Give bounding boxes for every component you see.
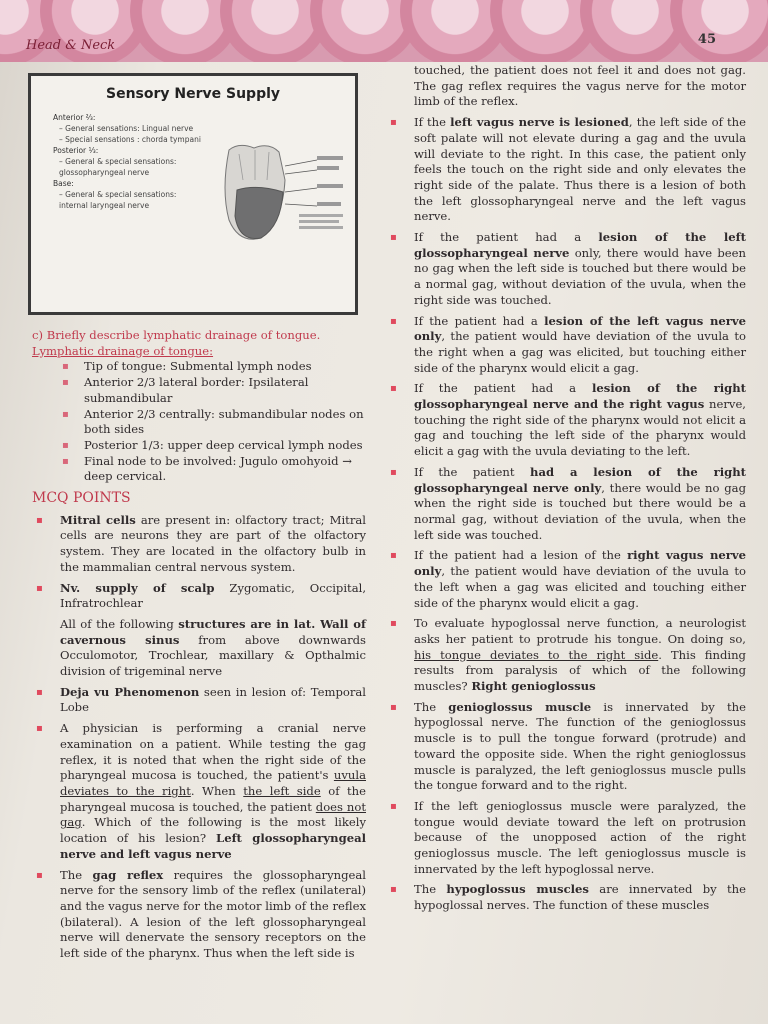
list-item: ▪ Anterior 2/3 lateral border: Ipsilateral submandibular	[84, 375, 366, 406]
tongue-diagram-illustration	[199, 140, 349, 260]
paragraph: All of the following structures are in lat. Wall of cavernous sinus from above downwards Occulomotor, Trochlear, maxillary & Opthalmic division of trigeminal nerve	[60, 616, 366, 679]
list-item: ▪ If the left genioglossus muscle were paralyzed, the tongue would deviate toward the left on protrusion because of the unopposed action of the right genioglossus muscle. The left genioglossus muscle is innervated by the left hypoglossal nerve.	[414, 799, 746, 878]
figure-line: Posterior ⅓:	[53, 146, 99, 155]
list-item: ▪ The gag reflex requires the glossopharyngeal nerve for the sensory limb of the reflex (unilateral) and the vagus nerve for the motor limb of the reflex (bilateral). A lesion of the left glossopharyngeal nerve will denervate the sensory receptors on the left side of the pharynx. Thus when the left side is	[60, 868, 366, 962]
paragraph: touched, the patient does not feel it and does not gag. The gag reflex requires the vagus nerve for the motor limb of the reflex.	[414, 63, 746, 109]
list-item: ▪ If the patient had a lesion of the right vagus nerve only, the patient would have deviation of the uvula to the left when a gag was elicited and touching either side of the pharynx would elicit a gag.	[414, 548, 746, 611]
list-item: ▪ If the patient had a lesion of the left vagus nerve only, the patient would have deviation of the uvula to the right when a gag was elicited, but touching either side of the pharynx would elicit a gag.	[414, 314, 746, 377]
list-item: ▪ The genioglossus muscle is innervated by the hypoglossal nerve. The function of the genioglossus muscle is to pull the tongue forward (protrude) and toward the opposite side. When the right genioglossus muscle is paralyzed, the left genioglossus muscle pulls the tongue forward and to the right.	[414, 700, 746, 794]
list-item: ▪ If the patient had a lesion of the right glossopharyngeal nerve only, there would be no gag when the right side is touched but there would be a normal gag, without deviation of the uvula, when the left side was touched.	[414, 465, 746, 544]
figure-title: Sensory Nerve Supply	[105, 86, 281, 102]
drainage-list	[32, 359, 366, 485]
mcq-list	[32, 513, 366, 612]
figure-line: – Special sensations : chorda tympani	[59, 135, 201, 144]
decorative-header-band	[0, 0, 768, 62]
figure-line: Base:	[53, 179, 74, 188]
figure-line: Anterior ⅔:	[53, 113, 96, 122]
list-item: ▪ Nv. supply of scalp Zygomatic, Occipital, Infratrochlear	[60, 581, 366, 612]
list-item: ▪ To evaluate hypoglossal nerve function, a neurologist asks her patient to protrude his tongue. On doing so, his tongue deviates to the right side. This finding results from paralysis of which of the following muscles? Right genioglossus	[414, 616, 746, 695]
list-item: ▪ Anterior 2/3 centrally: submandibular nodes on both sides	[84, 407, 366, 438]
sensory-nerve-figure	[28, 73, 358, 315]
list-item: ▪ Posterior 1/3: upper deep cervical lymph nodes	[84, 438, 366, 454]
list-item: ▪ Mitral cells are present in: olfactory tract; Mitral cells are neurons they are part of the olfactory system. They are located in the olfactory bulb in the mammalian central nervous system.	[60, 513, 366, 576]
left-column	[32, 328, 366, 967]
page-number: 45	[697, 32, 716, 47]
list-item: ▪ If the patient had a lesion of the left glossopharyngeal nerve only, there would have been no gag when the left side is touched but there would be a normal gag, without deviation of the uvula, when the right side was touched.	[414, 230, 746, 309]
list-item: ▪ The hypoglossus muscles are innervated by the hypoglossal nerves. The function of these muscles	[414, 882, 746, 913]
figure-line: – General & special sensations: internal laryngeal nerve	[59, 190, 177, 210]
mcq-section-title: MCQ POINTS	[32, 490, 131, 507]
list-item: ▪ Final node to be involved: Jugulo omohyoid → deep cervical.	[84, 454, 366, 485]
figure-line: – General & special sensations: glossopharyngeal nerve	[59, 157, 177, 177]
list-item: ▪ A physician is performing a cranial nerve examination on a patient. While testing the gag reflex, it is noted that when the right side of the pharyngeal mucosa is touched, the patient's uvula deviates to the right. When the left side of the pharyngeal mucosa is touched, the patient does not gag. Which of the following is the most likely location of his lesion? Left glossopharyngeal nerve and left vagus nerve	[60, 721, 366, 862]
list-item: ▪ Tip of tongue: Submental lymph nodes	[84, 359, 366, 375]
question-heading: c) Briefly describe lymphatic drainage of tongue.	[32, 328, 321, 342]
answer-heading: Lymphatic drainage of tongue:	[32, 343, 214, 358]
figure-line: – General sensations: Lingual nerve	[59, 124, 194, 133]
right-column	[386, 63, 746, 919]
explanation-list	[386, 115, 746, 914]
figure-legend-text	[53, 112, 203, 211]
running-head: Head & Neck	[26, 38, 116, 53]
list-item: ▪ Deja vu Phenomenon seen in lesion of: Temporal Lobe	[60, 685, 366, 716]
list-item: ▪ If the patient had a lesion of the right glossopharyngeal nerve and the right vagus nerve, touching the right side of the pharynx would not elicit a gag and touching the left side of the pharynx would elicit a gag with the uvula deviating to the left.	[414, 381, 746, 460]
list-item: ▪ If the left vagus nerve is lesioned, the left side of the soft palate will not elevate during a gag and the uvula will deviate to the right. In this case, the patient only feels the touch on the right side and only elevates the right side of the palate. Thus there is a lesion of both the left glossopharyngeal nerve and the left vagus nerve.	[414, 115, 746, 225]
